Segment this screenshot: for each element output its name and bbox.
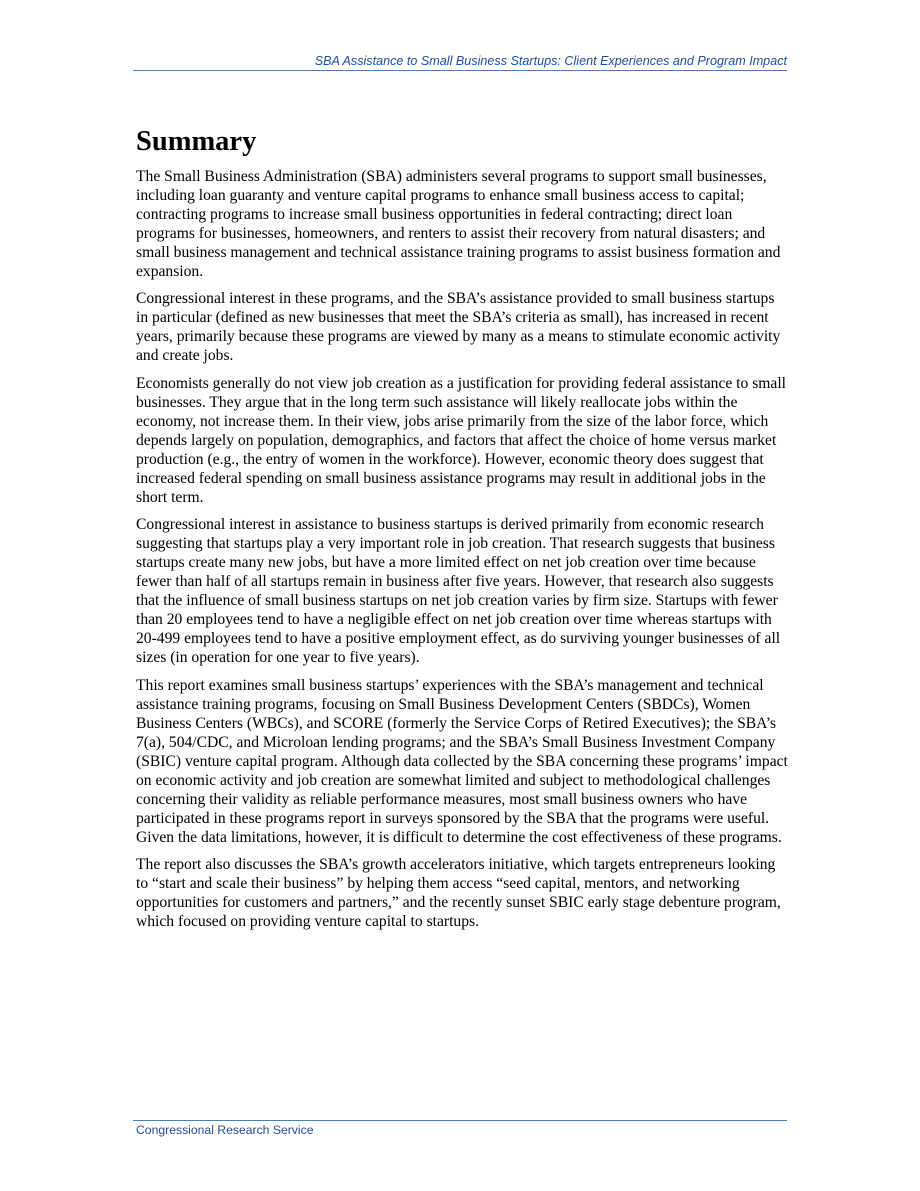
summary-body bbox=[136, 167, 788, 939]
paragraph: The report also discusses the SBA’s growth accelerators initiative, which targets entrepreneurs looking to “start and scale their business” by helping them access “seed capital, mentors, and networking opportunities for customers and partners,” and the recently sunset SBIC early stage debenture program, which focused on providing venture capital to startups. bbox=[136, 855, 781, 930]
paragraph: Congressional interest in assistance to business startups is derived primarily from economic research suggesting that startups play a very important role in job creation. That research suggests that business startups create many new jobs, but have a more limited effect on net job creation over time because fewer than half of all startups remain in business after five years. However, that research also suggests that the influence of small business startups on net job creation varies by firm size. Startups with fewer than 20 employees tend to have a negligible effect on net job creation over time whereas startups with 20-499 employees tend to have a positive employment effect, as do surviving younger businesses of all sizes (in operation for one year to five years). bbox=[136, 516, 781, 667]
footer-publisher: Congressional Research Service bbox=[136, 1123, 314, 1137]
paragraph: Congressional interest in these programs, and the SBA’s assistance provided to small business startups in particular (defined as new businesses that meet the SBA’s criteria as small), has increased in recent years, primarily because these programs are viewed by many as a means to stimulate economic activity and create jobs. bbox=[136, 290, 781, 365]
paragraph: This report examines small business startups’ experiences with the SBA’s management and technical assistance training programs, focusing on Small Business Development Centers (SBDCs), Women Business Centers (WBCs), and SCORE (formerly the Service Corps of Retired Executives); the SBA’s 7(a), 504/CDC, and Microloan lending programs; and the SBA’s Small Business Investment Company (SBIC) venture capital program. Although data collected by the SBA concerning these programs’ impact on economic activity and job creation are somewhat limited and subject to methodological challenges concerning their validity as reliable performance measures, most small business owners who have participated in these programs report in surveys sponsored by the SBA that the programs were useful. Given the data limitations, however, it is difficult to determine the cost effectiveness of these programs. bbox=[136, 676, 788, 846]
running-header: SBA Assistance to Small Business Startups: Client Experiences and Program Impact bbox=[133, 54, 787, 71]
paragraph: Economists generally do not view job creation as a justification for providing federal assistance to small businesses. They argue that in the long term such assistance will likely reallocate jobs within the economy, not increase them. In their view, jobs arise primarily from the size of the labor force, which depends largely on population, demographics, and factors that affect the choice of home versus market production (e.g., the entry of women in the workforce). However, economic theory does suggest that increased federal spending on small business assistance programs may result in additional jobs in the short term. bbox=[136, 374, 786, 506]
paragraph: The Small Business Administration (SBA) administers several programs to support small businesses, including loan guaranty and venture capital programs to enhance small business access to capital; contracting programs to increase small business opportunities in federal contracting; direct loan programs for businesses, homeowners, and renters to assist their recovery from natural disasters; and small business management and technical assistance training programs to assist business formation and expansion. bbox=[136, 168, 781, 280]
footer-divider bbox=[133, 1120, 787, 1121]
page-title: Summary bbox=[136, 126, 257, 157]
